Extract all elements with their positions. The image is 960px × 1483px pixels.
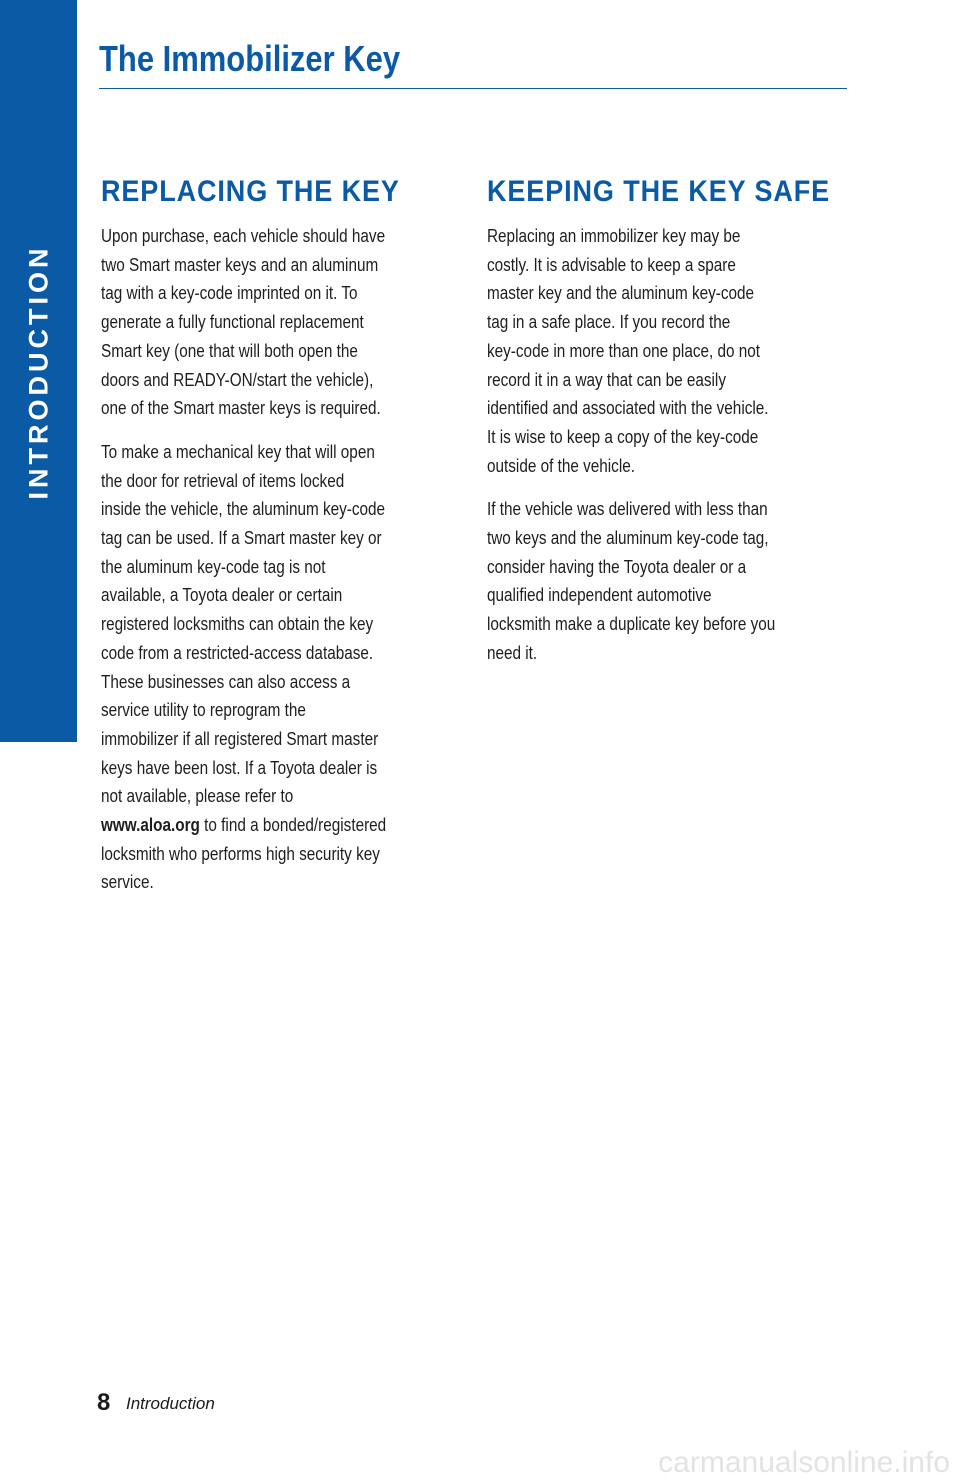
replacing-paragraph-1: [101, 222, 453, 423]
text-line: tag can be used. If a Smart master key or: [101, 528, 382, 549]
keeping-paragraph-1: [487, 222, 845, 480]
text-line: registered locksmiths can obtain the key: [101, 614, 374, 635]
text-line: the door for retrieval of items locked: [101, 470, 345, 491]
section-heading-replacing: REPLACING THE KEY: [101, 175, 400, 208]
text-line: Replacing an immobilizer key may be: [487, 226, 741, 246]
text-line: consider having the Toyota dealer or a: [487, 556, 747, 577]
right-column: [487, 172, 845, 683]
text-line: generate a fully functional replacement: [101, 312, 364, 333]
text-line-with-link: [101, 811, 400, 840]
text-line: It is wise to keep a copy of the key-code: [487, 426, 759, 447]
text-line: identified and associated with the vehicle.: [487, 398, 769, 419]
text-line: the aluminum key-code tag is not: [101, 556, 326, 577]
text-line: key-code in more than one place, do not: [487, 340, 761, 361]
replacing-paragraph-2: [101, 438, 453, 897]
text-line: costly. It is advisable to keep a spare: [487, 254, 736, 275]
side-tab-label: INTRODUCTION: [23, 244, 54, 500]
text-line: outside of the vehicle.: [487, 455, 636, 476]
text-line: Smart key (one that will both open the: [101, 340, 358, 361]
text-line: locksmith who performs high security key: [101, 843, 380, 864]
text-line: tag in a safe place. If you record the: [487, 312, 731, 333]
aloa-link[interactable]: www.aloa.org: [101, 815, 200, 836]
text-line: To make a mechanical key that will open: [101, 441, 375, 462]
text-line: two keys and the aluminum key-code tag,: [487, 528, 769, 549]
text-line: Upon purchase, each vehicle should have: [101, 226, 386, 246]
page-title: The Immobilizer Key: [99, 38, 401, 79]
title-divider: [99, 88, 847, 89]
text-line: immobilizer if all registered Smart master: [101, 728, 379, 749]
link-suffix-text: to find a bonded/registered: [199, 815, 387, 836]
text-line: two Smart master keys and an aluminum: [101, 254, 379, 275]
text-line: keys have been lost. If a Toyota dealer is: [101, 757, 378, 778]
text-line: service.: [101, 872, 154, 893]
text-line: one of the Smart master keys is required.: [101, 398, 381, 419]
text-line: locksmith make a duplicate key before you: [487, 614, 776, 635]
keeping-paragraph-2: [487, 495, 845, 667]
watermark: carmanualsonline.info: [658, 1446, 950, 1479]
text-line: service utility to reprogram the: [101, 700, 306, 721]
page-number: 8: [97, 1389, 111, 1416]
text-line: doors and READY-ON/start the vehicle),: [101, 369, 374, 390]
text-line: If the vehicle was delivered with less than: [487, 499, 768, 520]
footer-section-name: Introduction: [126, 1394, 215, 1413]
left-column: [101, 172, 453, 912]
text-line: tag with a key-code imprinted on it. To: [101, 283, 358, 304]
text-line: available, a Toyota dealer or certain: [101, 585, 343, 606]
text-line: master key and the aluminum key-code: [487, 283, 755, 304]
text-line: qualified independent automotive: [487, 585, 712, 606]
text-line: code from a restricted-access database.: [101, 642, 374, 663]
text-line: These businesses can also access a: [101, 671, 351, 692]
text-line: record it in a way that can be easily: [487, 369, 726, 390]
section-heading-keeping-safe: KEEPING THE KEY SAFE: [487, 175, 831, 208]
side-section-tab: [0, 0, 77, 742]
text-line: inside the vehicle, the aluminum key-code: [101, 499, 386, 520]
text-line: not available, please refer to: [101, 786, 294, 807]
text-line: need it.: [487, 642, 538, 663]
